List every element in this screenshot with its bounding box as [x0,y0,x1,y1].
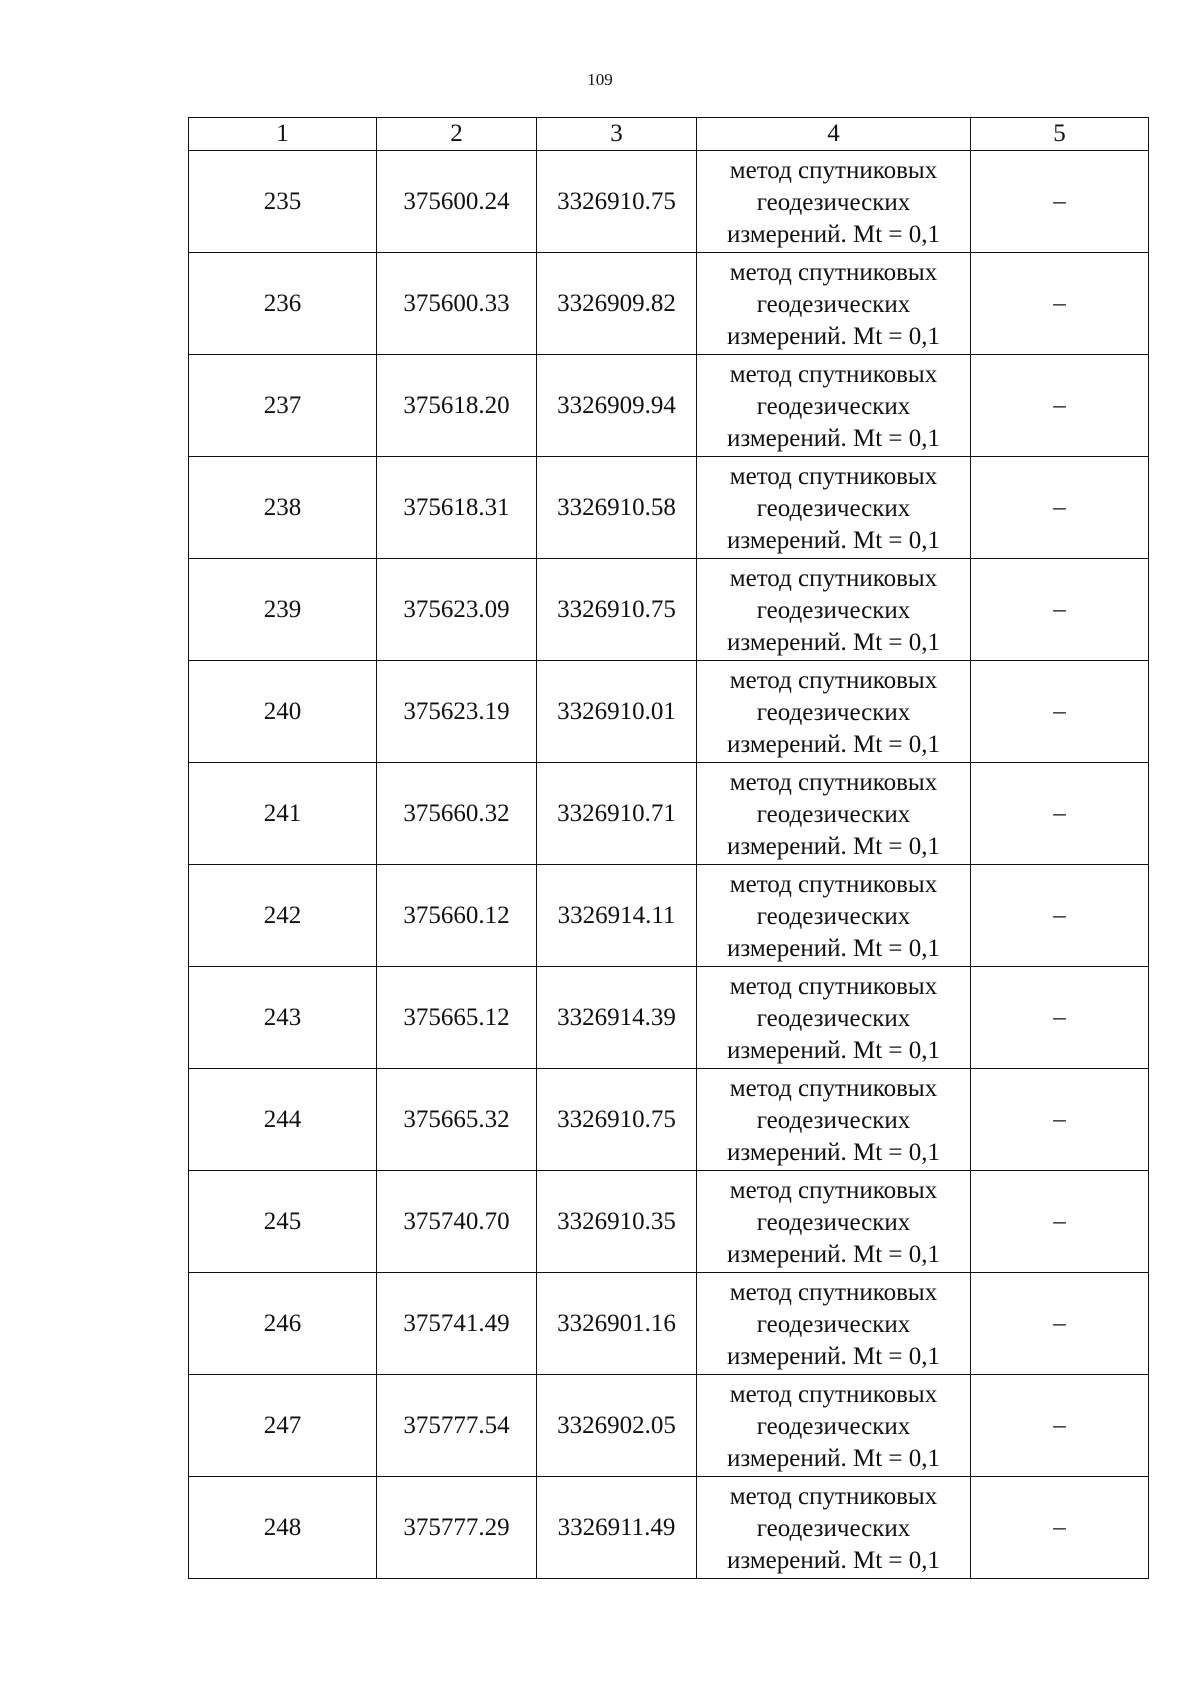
point-number-cell: 248 [189,1477,377,1579]
point-number-cell: 243 [189,967,377,1069]
table-row [189,355,1149,457]
y-coordinate-cell: 3326910.75 [537,559,697,661]
note-cell: – [971,1477,1149,1579]
method-line: геодезических [756,494,911,522]
method-line: геодезических [756,392,911,420]
table-row [189,1273,1149,1375]
column-header-2: 2 [377,118,537,151]
table-row [189,559,1149,661]
method-line: метод спутниковых [729,768,938,796]
method-line: измерений. Mt = 0,1 [726,832,941,860]
method-cell [697,559,971,661]
method-line: измерений. Mt = 0,1 [726,1444,941,1472]
x-coordinate-cell: 375777.29 [377,1477,537,1579]
page-number: 109 [587,70,613,89]
note-cell: – [971,661,1149,763]
note-cell: – [971,1069,1149,1171]
table-row [189,1477,1149,1579]
point-number-cell: 237 [189,355,377,457]
x-coordinate-cell: 375618.31 [377,457,537,559]
method-line: метод спутниковых [729,1482,938,1510]
method-cell [697,1375,971,1477]
point-number-cell: 235 [189,151,377,253]
note-cell: – [971,559,1149,661]
y-coordinate-cell: 3326911.49 [537,1477,697,1579]
x-coordinate-cell: 375600.24 [377,151,537,253]
point-number-cell: 246 [189,1273,377,1375]
method-line: геодезических [756,1208,911,1236]
method-line: метод спутниковых [729,972,938,1000]
note-cell: – [971,253,1149,355]
method-cell [697,967,971,1069]
y-coordinate-cell: 3326910.71 [537,763,697,865]
method-line: геодезических [756,800,911,828]
x-coordinate-cell: 375623.09 [377,559,537,661]
point-number-cell: 241 [189,763,377,865]
x-coordinate-cell: 375623.19 [377,661,537,763]
method-line: геодезических [756,1310,911,1338]
point-number-cell: 236 [189,253,377,355]
table-row [189,763,1149,865]
method-cell [697,1273,971,1375]
table-row [189,1375,1149,1477]
method-line: метод спутниковых [729,156,938,184]
point-number-cell: 245 [189,1171,377,1273]
column-header-4: 4 [697,118,971,151]
method-line: метод спутниковых [729,870,938,898]
point-number-cell: 247 [189,1375,377,1477]
method-line: измерений. Mt = 0,1 [726,1138,941,1166]
method-line: метод спутниковых [729,1074,938,1102]
table-row [189,457,1149,559]
note-cell: – [971,151,1149,253]
point-number-cell: 239 [189,559,377,661]
table-row [189,1171,1149,1273]
method-cell [697,151,971,253]
method-cell [697,661,971,763]
table-row [189,967,1149,1069]
note-cell: – [971,763,1149,865]
method-line: геодезических [756,1004,911,1032]
method-line: геодезических [756,1412,911,1440]
method-line: метод спутниковых [729,1176,938,1204]
method-line: геодезических [756,1106,911,1134]
point-number-cell: 244 [189,1069,377,1171]
x-coordinate-cell: 375777.54 [377,1375,537,1477]
note-cell: – [971,865,1149,967]
note-cell: – [971,457,1149,559]
method-line: измерений. Mt = 0,1 [726,730,941,758]
method-cell [697,1477,971,1579]
point-number-cell: 242 [189,865,377,967]
column-header-1: 1 [189,118,377,151]
method-line: измерений. Mt = 0,1 [726,424,941,452]
method-line: измерений. Mt = 0,1 [726,628,941,656]
method-cell [697,253,971,355]
y-coordinate-cell: 3326910.75 [537,151,697,253]
method-line: измерений. Mt = 0,1 [726,322,941,350]
method-line: метод спутниковых [729,564,938,592]
note-cell: – [971,355,1149,457]
table-row [189,253,1149,355]
point-number-cell: 238 [189,457,377,559]
table-header-row [189,118,1149,151]
table-body [189,151,1149,1579]
method-cell [697,457,971,559]
method-line: измерений. Mt = 0,1 [726,1342,941,1370]
method-cell [697,763,971,865]
x-coordinate-cell: 375660.32 [377,763,537,865]
table-row [189,151,1149,253]
method-line: геодезических [756,188,911,216]
method-line: метод спутниковых [729,666,938,694]
method-line: измерений. Mt = 0,1 [726,1036,941,1064]
table-row [189,865,1149,967]
method-line: измерений. Mt = 0,1 [726,1240,941,1268]
y-coordinate-cell: 3326902.05 [537,1375,697,1477]
x-coordinate-cell: 375660.12 [377,865,537,967]
x-coordinate-cell: 375600.33 [377,253,537,355]
y-coordinate-cell: 3326909.82 [537,253,697,355]
method-line: измерений. Mt = 0,1 [726,526,941,554]
y-coordinate-cell: 3326909.94 [537,355,697,457]
y-coordinate-cell: 3326910.01 [537,661,697,763]
table-row [189,1069,1149,1171]
y-coordinate-cell: 3326914.39 [537,967,697,1069]
method-line: геодезических [756,290,911,318]
method-cell [697,355,971,457]
table-row [189,661,1149,763]
note-cell: – [971,967,1149,1069]
method-line: геодезических [756,902,911,930]
method-line: геодезических [756,1514,911,1542]
method-line: метод спутниковых [729,258,938,286]
column-header-5: 5 [971,118,1149,151]
y-coordinate-cell: 3326914.11 [537,865,697,967]
point-number-cell: 240 [189,661,377,763]
method-line: геодезических [756,596,911,624]
method-line: метод спутниковых [729,1278,938,1306]
x-coordinate-cell: 375741.49 [377,1273,537,1375]
method-line: измерений. Mt = 0,1 [726,934,941,962]
method-line: метод спутниковых [729,360,938,388]
x-coordinate-cell: 375665.12 [377,967,537,1069]
coordinates-table [188,117,1149,1579]
note-cell: – [971,1375,1149,1477]
method-line: измерений. Mt = 0,1 [726,220,941,248]
x-coordinate-cell: 375740.70 [377,1171,537,1273]
method-line: метод спутниковых [729,1380,938,1408]
method-cell [697,1171,971,1273]
note-cell: – [971,1171,1149,1273]
method-line: геодезических [756,698,911,726]
method-line: измерений. Mt = 0,1 [726,1546,941,1574]
column-header-3: 3 [537,118,697,151]
y-coordinate-cell: 3326901.16 [537,1273,697,1375]
note-cell: – [971,1273,1149,1375]
method-cell [697,865,971,967]
x-coordinate-cell: 375618.20 [377,355,537,457]
y-coordinate-cell: 3326910.58 [537,457,697,559]
method-cell [697,1069,971,1171]
y-coordinate-cell: 3326910.75 [537,1069,697,1171]
y-coordinate-cell: 3326910.35 [537,1171,697,1273]
x-coordinate-cell: 375665.32 [377,1069,537,1171]
method-line: метод спутниковых [729,462,938,490]
